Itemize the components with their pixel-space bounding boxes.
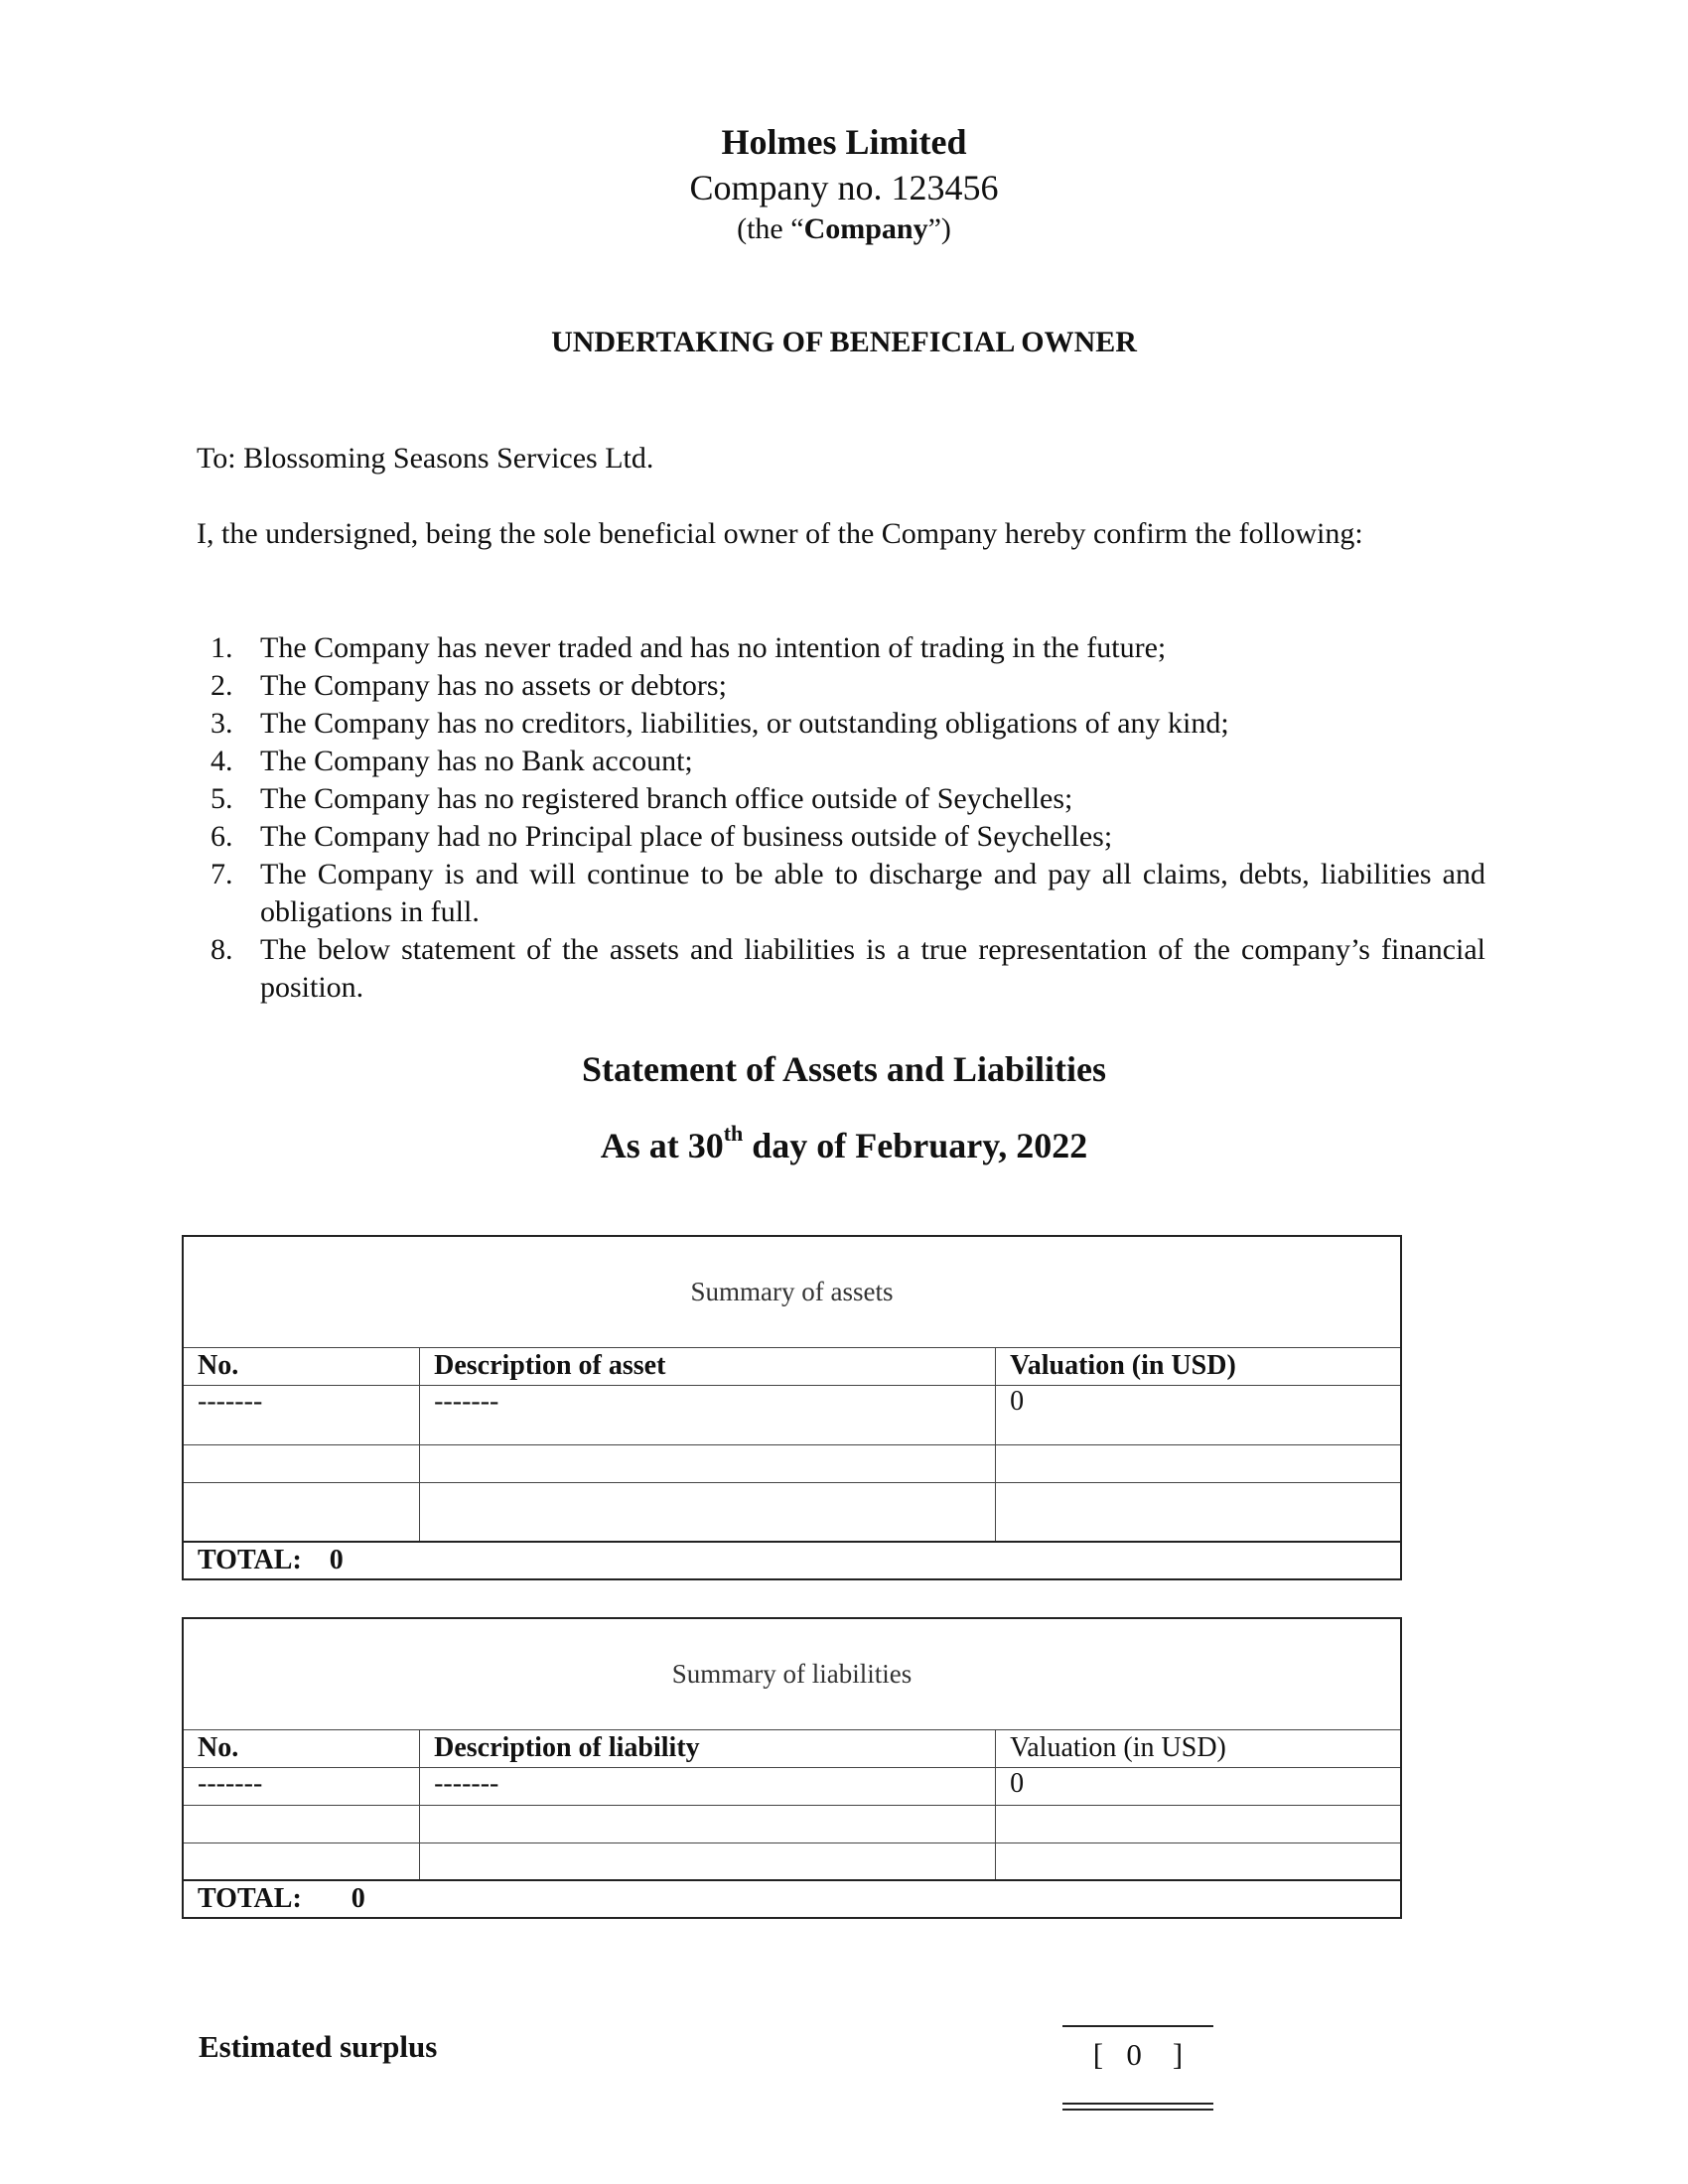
assets-header-no: No. [183, 1347, 420, 1385]
assets-header-valuation: Valuation (in USD) [996, 1347, 1401, 1385]
estimated-surplus-value: [ 0 ] [1092, 2037, 1184, 2072]
list-text: The Company has no Bank account; [260, 745, 693, 777]
table-cell: 0 [996, 1767, 1401, 1805]
assets-table-caption: Summary of assets [183, 1236, 1401, 1347]
list-text: The Company had no Principal place of business outside of Seychelles; [260, 820, 1113, 853]
company-name: Holmes Limited [721, 122, 967, 162]
table-cell [996, 1843, 1401, 1880]
liabilities-header-no: No. [183, 1729, 420, 1767]
table-cell [420, 1482, 996, 1542]
table-row [183, 1444, 1401, 1482]
statement-title: Statement of Assets and Liabilities [581, 1049, 1106, 1089]
table-cell: ------- [183, 1767, 420, 1805]
surplus-double-rule [1062, 2109, 1213, 2111]
assets-total-label: TOTAL: [198, 1545, 302, 1575]
table-cell: 0 [996, 1385, 1401, 1444]
liabilities-total [183, 1880, 1401, 1918]
liabilities-header-description: Description of liability [420, 1729, 996, 1767]
table-cell [996, 1805, 1401, 1843]
table-cell: ------- [183, 1385, 420, 1444]
liabilities-header-valuation: Valuation (in USD) [996, 1729, 1401, 1767]
list-item [197, 856, 1485, 931]
list-item [197, 743, 1485, 780]
list-number: 5. [211, 782, 233, 815]
list-text: The Company has no registered branch office outside of Seychelles; [260, 782, 1073, 815]
list-item [197, 629, 1485, 667]
assets-total [183, 1542, 1401, 1579]
table-cell [996, 1482, 1401, 1542]
list-item [197, 667, 1485, 705]
list-item [197, 780, 1485, 818]
statement-date-ordinal: th [723, 1121, 744, 1146]
estimated-surplus-box [1062, 2025, 1213, 2113]
table-row [183, 1805, 1401, 1843]
list-number: 7. [211, 858, 233, 890]
table-cell [996, 1444, 1401, 1482]
assets-total-value: 0 [329, 1545, 344, 1575]
table-row [183, 1843, 1401, 1880]
table-cell [183, 1843, 420, 1880]
statement-date-prefix: As at 30 [600, 1126, 724, 1165]
company-definition-term: Company [803, 212, 928, 245]
list-number: 1. [211, 631, 233, 664]
table-row [183, 1385, 1401, 1444]
liabilities-total-value: 0 [351, 1883, 365, 1914]
list-item [197, 818, 1485, 856]
list-number: 3. [211, 707, 233, 740]
statement-date-rest: day of February, 2022 [743, 1126, 1088, 1165]
liabilities-table [182, 1617, 1402, 1919]
company-definition-suffix: ”) [927, 212, 951, 245]
table-row [183, 1482, 1401, 1542]
table-cell [183, 1444, 420, 1482]
company-definition [0, 212, 1688, 246]
list-text: The Company has no assets or debtors; [260, 669, 727, 702]
list-number: 8. [211, 933, 233, 966]
surplus-double-rule [1062, 2103, 1213, 2105]
table-cell: ------- [420, 1385, 996, 1444]
table-cell [183, 1482, 420, 1542]
list-number: 2. [211, 669, 233, 702]
table-cell: ------- [420, 1767, 996, 1805]
assets-header-description: Description of asset [420, 1347, 996, 1385]
liabilities-table-caption: Summary of liabilities [183, 1618, 1401, 1729]
estimated-surplus-label: Estimated surplus [199, 2029, 438, 2064]
company-number: Company no. 123456 [689, 168, 999, 207]
list-text: The Company has no creditors, liabilities, or outstanding obligations of any kind; [260, 707, 1229, 740]
document-title: UNDERTAKING OF BENEFICIAL OWNER [551, 326, 1137, 358]
company-definition-prefix: (the “ [737, 212, 804, 245]
table-cell [420, 1843, 996, 1880]
table-cell [183, 1805, 420, 1843]
table-cell [420, 1444, 996, 1482]
liabilities-total-label: TOTAL: [198, 1883, 302, 1914]
statement-date [0, 1121, 1688, 1166]
table-cell [420, 1805, 996, 1843]
addressee: To: Blossoming Seasons Services Ltd. [197, 442, 654, 475]
table-row [183, 1767, 1401, 1805]
list-number: 6. [211, 820, 233, 853]
list-text: The Company is and will continue to be able to discharge and pay all claims, debts, liabilities and obligations in full. [260, 858, 1485, 928]
confirmation-list [197, 629, 1485, 1007]
intro-paragraph: I, the undersigned, being the sole beneficial owner of the Company hereby confirm the following: [197, 517, 1363, 550]
list-number: 4. [211, 745, 233, 777]
list-text: The Company has never traded and has no intention of trading in the future; [260, 631, 1167, 664]
list-item [197, 931, 1485, 1007]
assets-table [182, 1235, 1402, 1580]
list-text: The below statement of the assets and liabilities is a true representation of the company’s financial position. [260, 933, 1485, 1004]
surplus-rule-top [1062, 2025, 1213, 2027]
list-item [197, 705, 1485, 743]
